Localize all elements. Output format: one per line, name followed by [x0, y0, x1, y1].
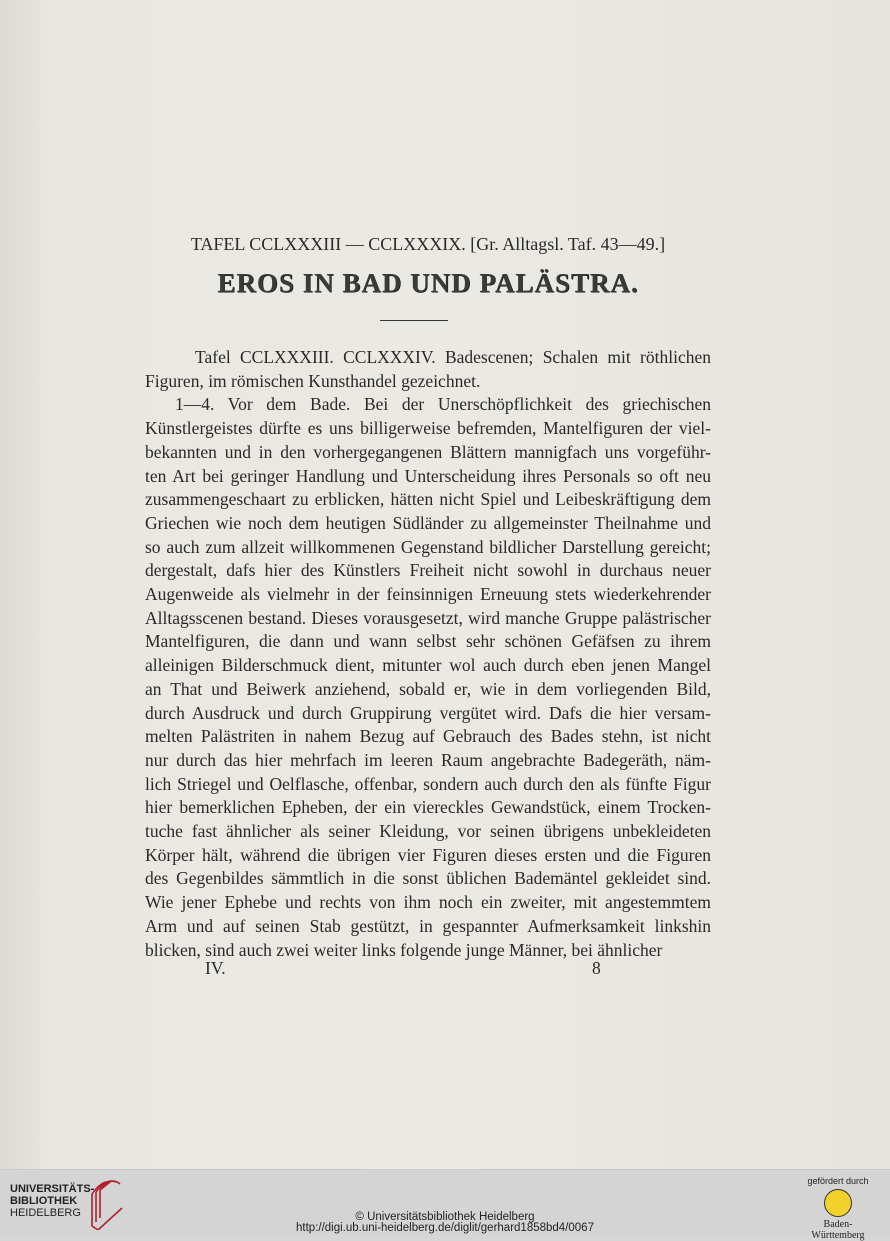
text-line: nur durch das hier mehrfach im leeren Raum angebrachte Badegeräth, näm- — [145, 749, 711, 770]
text-line: zusammengeschaart zu erblicken, hätten nicht Spiel und Leibeskräftigung dem — [145, 489, 711, 510]
logo-line: UNIVERSITÄTS- — [10, 1183, 95, 1195]
page-number: 8 — [592, 958, 601, 978]
text-line: Mantelfiguren, die dann und wann selbst sehr schönen Gefäfsen zu ihrem — [145, 631, 711, 652]
permalink[interactable]: http://digi.ub.uni-heidelberg.de/diglit/gerhard1858bd4/0067 — [296, 1222, 594, 1234]
text-line: Augenweide als vielmehr in der feinsinnigen Erneuung stets wiederkehrender — [145, 584, 711, 604]
text-line: Figuren, im römischen Kunsthandel gezeichnet. — [145, 370, 481, 391]
text-line: lich Striegel und Oelflasche, offenbar, sondern auch durch den als fünfte Figur — [145, 773, 711, 794]
text-line: blicken, sind auch zwei weiter links folgende junge Männer, bei ähnlicher — [145, 939, 663, 960]
text-line: Arm und auf seinen Stab gestützt, in gespannter Aufmerksamkeit linkshin — [145, 915, 711, 936]
text-line: ten Art bei geringer Handlung und Unterscheidung ihres Personals so oft neu — [145, 465, 711, 486]
text-line: Griechen wie noch dem heutigen Südländer zu allgemeinster Theilnahme und — [145, 512, 711, 533]
funder-logo — [798, 1176, 878, 1241]
plate-range-title: TAFEL CCLXXXIII — CCLXXXIX. [Gr. Alltagsl. Taf. 43—49.] — [190, 234, 666, 254]
funded-by-label: gefördert durch — [807, 1176, 869, 1186]
logo-line: BIBLIOTHEK — [10, 1195, 78, 1207]
footer — [0, 1171, 890, 1241]
text-line: Körper hält, während die übrigen vier Figuren dieses ersten und die Figuren — [145, 844, 711, 865]
copyright-text: © Universitätsbibliothek Heidelberg — [355, 1211, 535, 1223]
text-line: Wie jener Ephebe und rechts von ihm noch ein zweiter, mit angestemmtem — [145, 892, 711, 913]
text-line: durch Ausdruck und durch Gruppirung vergütet wird. Dafs die hier versam- — [145, 702, 711, 723]
text-line: melten Palästriten in nahem Bezug auf Gebrauch des Bades stehn, ist nicht — [145, 726, 711, 747]
text-line: Tafel CCLXXXIII. CCLXXXIV. Badescenen; Schalen mit röthlichen — [195, 347, 711, 367]
text-line: tuche fast ähnlicher als seiner Kleidung, vor seinen übrigens unbekleideten — [145, 821, 711, 841]
text-line: hier bemerklichen Epheben, der ein viereckles Gewandstück, einem Trocken- — [145, 797, 711, 818]
text-line: Alltagsscenen bestand. Dieses vorausgesetzt, wird manche Gruppe palästrischer — [145, 607, 711, 628]
copyright-notice — [0, 1212, 890, 1234]
heading-divider — [380, 320, 448, 321]
text-line: dergestalt, dafs hier des Künstlers Freiheit nicht sowohl in durchaus neuer — [145, 560, 711, 581]
coat-of-arms-icon — [824, 1189, 852, 1217]
signature-mark: IV. — [205, 958, 226, 978]
text-line: des Gegenbildes sämmtlich in die sonst üblichen Bademäntel gekleidet sind. — [145, 868, 711, 889]
text-line: alleinigen Bilderschmuck dient, mitunter wol auch durch eben jenen Mangel — [145, 655, 711, 676]
text-line: an That und Beiwerk anziehend, sobald er, wie in dem vorliegenden Bild, — [145, 678, 711, 699]
funder-name: Baden-Württemberg — [811, 1219, 865, 1241]
page-heading: EROS IN BAD UND PALÄSTRA. — [217, 268, 639, 298]
text-line: 1—4. Vor dem Bade. Bei der Unerschöpflichkeit des griechischen — [175, 394, 711, 415]
text-line: so auch zum allzeit willkommenen Gegenstand bildlicher Darstellung gereicht; — [145, 536, 711, 557]
logo-line: HEIDELBERG — [10, 1207, 81, 1219]
text-line: Künstlergeistes dürfte es uns billigerweise befremden, Mantelfiguren der viel- — [145, 418, 711, 439]
text-line: bekannten und in den vorhergegangenen Blättern mannigfach uns vorgeführ- — [145, 441, 711, 462]
